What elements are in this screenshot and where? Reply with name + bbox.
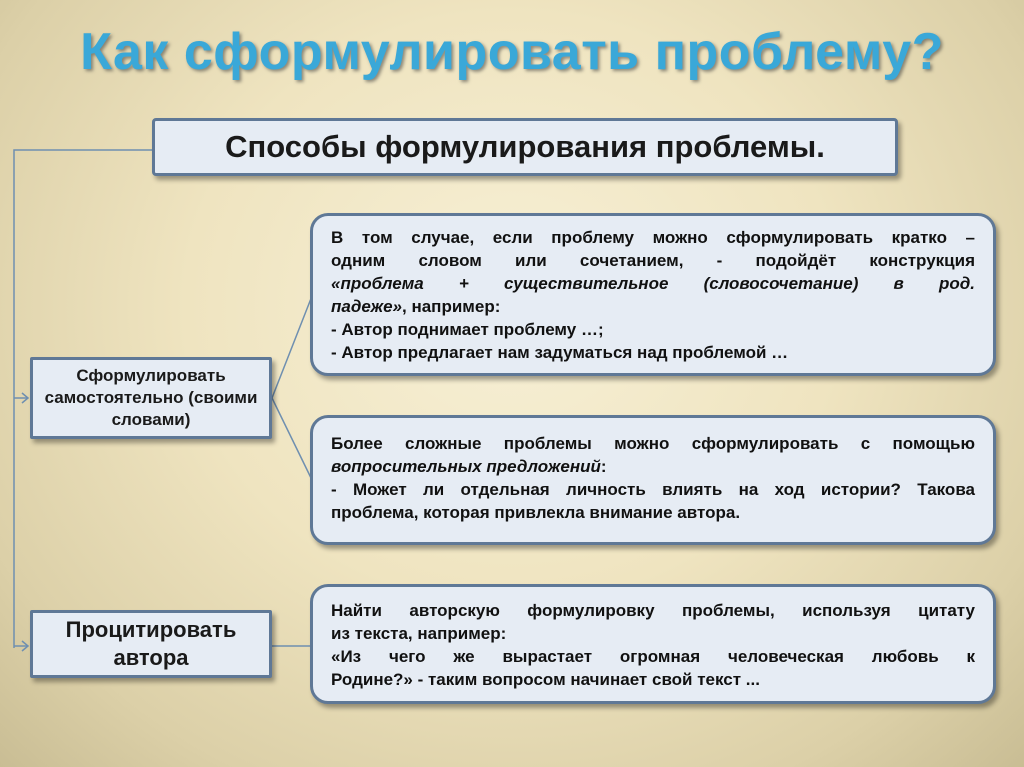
- text-fragment: :: [600, 457, 607, 476]
- method-box-own-words: Сформулировать самостоятельно (своими словами): [30, 357, 272, 439]
- branch-to-right-box-1: [272, 296, 312, 398]
- text-line: Найти авторскую формулировку проблемы, используя цитату: [331, 601, 975, 620]
- text-line: - Может ли отдельная личность влиять на ход истории? Такова: [331, 480, 975, 499]
- explanation-box-question: [310, 415, 996, 545]
- text-line: В том случае, если проблему можно сформулировать кратко –: [331, 228, 975, 247]
- method-box-quote-author: Процитировать автора: [30, 610, 272, 678]
- text-line-italic: «проблема + существительное (словосочетание) в род.: [331, 274, 975, 293]
- text-line: Более сложные проблемы можно сформулировать с помощью: [331, 434, 975, 453]
- italic-fragment: падеже»: [331, 297, 403, 316]
- text-fragment: , например:: [402, 297, 501, 316]
- text-line: Родине?» - таким вопросом начинает свой текст ...: [331, 670, 760, 689]
- section-header: Способы формулирования проблемы.: [152, 118, 898, 176]
- branch-to-right-box-2: [272, 398, 312, 480]
- page-title: Как сформулировать проблему?: [80, 23, 944, 81]
- text-line: из текста, например:: [331, 624, 507, 643]
- text-line: [331, 295, 975, 318]
- text-line: [331, 455, 975, 478]
- explanation-box-short-problem: [310, 213, 996, 376]
- text-line: «Из чего же вырастает огромная человеческая любовь к: [331, 647, 975, 666]
- text-line: одним словом или сочетанием, - подойдёт конструкция: [331, 251, 975, 270]
- explanation-box-quote: [310, 584, 996, 704]
- text-line: - Автор поднимает проблему …;: [331, 320, 604, 339]
- text-line: проблема, которая привлекла внимание автора.: [331, 503, 741, 522]
- italic-fragment: вопросительных предложений: [331, 457, 601, 476]
- text-line: - Автор предлагает нам задуматься над проблемой …: [331, 343, 789, 362]
